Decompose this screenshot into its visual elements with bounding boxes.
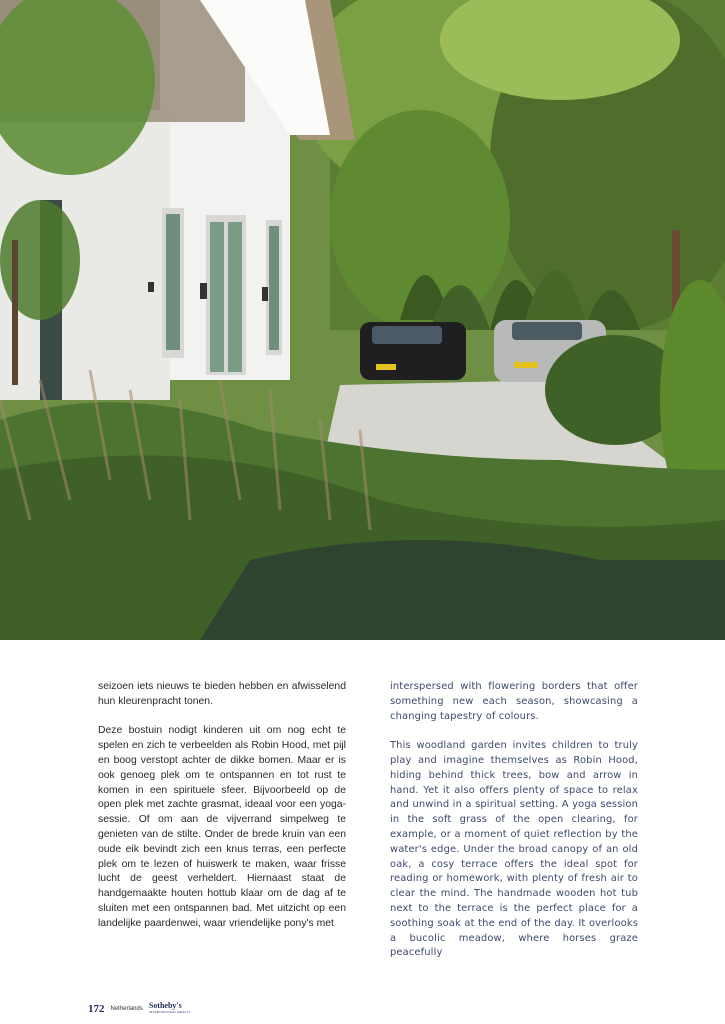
brand-name: Sotheby's [148,1001,182,1010]
paragraph: Deze bostuin nodigt kinderen uit om nog echt te spelen en zich te verbeelden als Robin Hood, met pijl en boog verstopt achter de dikke bomen. Maar er is ook genoeg plek om te ontspannen en tot rust te komen in een spirituele sfeer. Bijvoorbeeld op de open plek met zachte grasmat, ideaal voor een yoga-sessie. Of om aan de vijverrand simpelweg te genieten van de stilte. Onder de brede kruin van een oude eik bevindt zich een knus terras, een perfecte plek om te lezen of huiswerk te maken, waar frisse lucht de geest verheldert. Hiernaast staat de handgemaakte houten hottub klaar om de dag af te sluiten met een ontspannen bad. Met uitzicht op een landelijke paardenwei, waar vriendelijke pony's met [98,725,346,929]
paragraph: interspersed with flowering borders that offer something new each season, showcasing a changing tapestry of colours. [390,681,638,722]
page-footer [88,1002,191,1016]
page-number: 172 [88,1003,105,1015]
english-text-column [390,680,638,976]
region-label: Netherlands [110,1006,143,1012]
brand-subtitle: INTERNATIONAL REALTY [148,1010,191,1014]
brand-logo [149,1003,191,1015]
dutch-text-column [98,680,346,946]
paragraph: seizoen iets nieuws te bieden hebben en afwisselend hun kleurenpracht tonen. [98,681,346,707]
paragraph: This woodland garden invites children to truly play and imagine themselves as Robin Hood, hiding behind thick trees, bow and arrow in hand. Yet it also offers plenty of space to relax and unwind in a spiritual setting. A yoga session in the soft grass of the open clearing, for example, or a moment of quiet reflection by the water's edge. Under the broad canopy of an old oak, a cosy terrace offers the ideal spot for reading or homework, with plenty of fresh air to clear the mind. The handmade wooden hot tub next to the terrace is the perfect place for a soothing soak at the end of the day. It overlooks a bucolic meadow, where horses graze peacefully [390,740,638,959]
